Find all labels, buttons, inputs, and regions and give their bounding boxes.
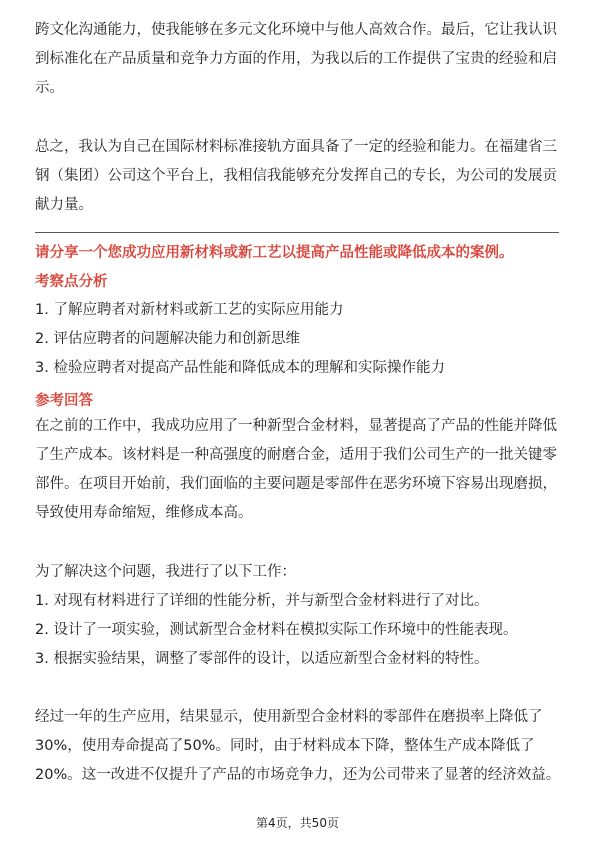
analysis-heading: 考察点分析 xyxy=(35,274,108,290)
step-item: 1. 对现有材料进行了详细的性能分析，并与新型合金材料进行了对比。 xyxy=(35,593,489,609)
text-line: 20%。这一改进不仅提升了产品的市场竞争力，还为公司带来了显著的经济效益。 xyxy=(35,767,561,783)
step-item: 3. 根据实验结果，调整了零部件的设计，以适应新型合金材料的特性。 xyxy=(35,651,489,667)
answer-heading: 参考回答 xyxy=(35,393,93,409)
text-line: 在之前的工作中，我成功应用了一种新型合金材料，显著提高了产品的性能并降低 xyxy=(35,418,557,434)
section-divider xyxy=(35,232,559,233)
result-paragraph xyxy=(35,703,560,790)
intro-paragraph xyxy=(35,16,560,103)
text-line: 总之，我认为自己在国际材料标准接轨方面具备了一定的经验和能力。在福建省三 xyxy=(35,139,557,155)
analysis-point: 2. 评估应聘者的问题解决能力和创新思维 xyxy=(35,331,300,347)
text-line: 30%，使用寿命提高了50%。同时，由于材料成本下降，整体生产成本降低了 xyxy=(35,738,535,754)
conclusion-paragraph xyxy=(35,133,560,220)
text-line: 导致使用寿命缩短，维修成本高。 xyxy=(35,505,253,521)
text-line: 示。 xyxy=(35,80,64,96)
text-line: 了生产成本。该材料是一种高强度的耐磨合金，适用于我们公司生产的一批关键零 xyxy=(35,447,557,463)
text-line: 钢（集团）公司这个平台上，我相信我能够充分发挥自己的专长，为公司的发展贡 xyxy=(35,168,557,184)
page-number: 第4页，共50页 xyxy=(256,816,339,830)
text-line: 跨文化沟通能力，使我能够在多元文化环境中与他人高效合作。最后，它让我认识 xyxy=(35,22,557,38)
step-item: 2. 设计了一项实验，测试新型合金材料在模拟实际工作环境中的性能表现。 xyxy=(35,622,518,638)
answer-paragraph xyxy=(35,412,560,528)
text-line: 献力量。 xyxy=(35,197,93,213)
steps-intro: 为了解决这个问题，我进行了以下工作： xyxy=(35,564,296,580)
text-line: 到标准化在产品质量和竞争力方面的作用，为我以后的工作提供了宝贵的经验和启 xyxy=(35,51,557,67)
analysis-point: 3. 检验应聘者对提高产品性能和降低成本的理解和实际操作能力 xyxy=(35,360,445,376)
question-title: 请分享一个您成功应用新材料或新工艺以提高产品性能或降低成本的案例。 xyxy=(35,245,514,261)
analysis-point: 1. 了解应聘者对新材料或新工艺的实际应用能力 xyxy=(35,302,344,318)
text-line: 部件。在项目开始前，我们面临的主要问题是零部件在恶劣环境下容易出现磨损， xyxy=(35,476,557,492)
text-line: 经过一年的生产应用，结果显示，使用新型合金材料的零部件在磨损率上降低了 xyxy=(35,709,543,725)
